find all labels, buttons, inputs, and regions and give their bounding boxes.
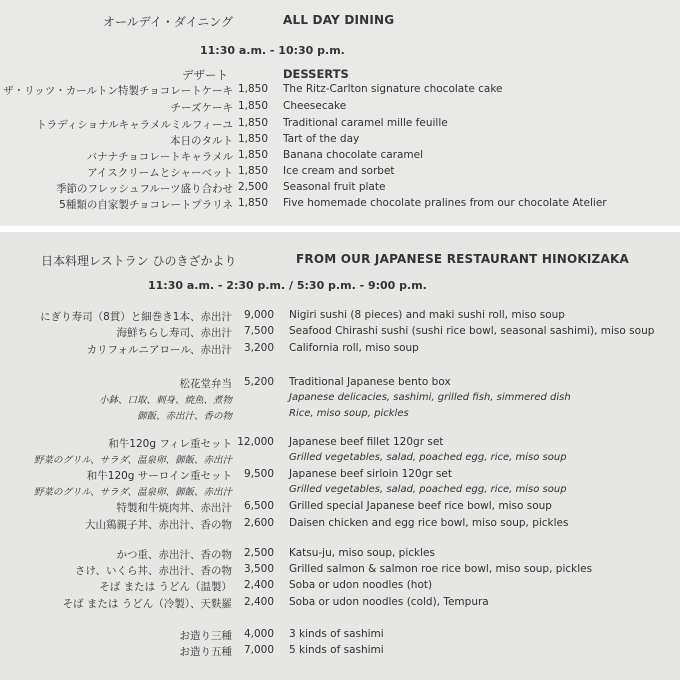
all-day-dining-panel — [0, 0, 680, 226]
menu-item-row — [0, 517, 680, 533]
menu-item-row — [0, 133, 680, 149]
menu-item-row — [0, 596, 680, 612]
menu-item-name-ja: トラディショナルキャラメルミルフィーユ — [36, 119, 233, 131]
menu-item-name-ja: さけ、いくら丼、赤出汁、香の物 — [74, 565, 232, 577]
menu-item-name-en: Japanese beef fillet 120gr set — [289, 436, 444, 448]
menu-item-name-ja: カリフォルニアロール、赤出汁 — [86, 344, 232, 356]
menu-item-name-ja: にぎり寿司（8貫）と細巻き1本、赤出汁 — [40, 311, 232, 323]
menu-item-name-en: Five homemade chocolate pralines from our chocolate Atelier — [283, 197, 607, 209]
menu-item-price: 5,200 — [243, 376, 274, 388]
menu-item-name-ja: 季節のフレッシュフルーツ盛り合わせ — [56, 183, 233, 195]
menu-item-row — [0, 563, 680, 579]
menu-item-price: 1,850 — [237, 165, 268, 177]
menu-item-name-ja: 野菜のグリル、サラダ、温泉卵、御飯、赤出汁 — [33, 487, 232, 498]
menu-item-row — [0, 579, 680, 595]
menu-item-row — [0, 484, 680, 500]
menu-item-name-en: Tart of the day — [283, 133, 360, 145]
menu-item-name-ja: バナナチョコレートキャラメル — [86, 151, 233, 163]
menu-item-price: 1,850 — [237, 83, 268, 95]
menu-item-price: 9,000 — [243, 309, 274, 321]
japanese-restaurant-panel — [0, 232, 680, 680]
menu-item-name-en: Ice cream and sorbet — [283, 165, 395, 177]
menu-item-name-en: Grilled special Japanese beef rice bowl, miso soup — [289, 500, 552, 512]
menu-item-row — [0, 83, 680, 99]
menu-item-row — [0, 392, 680, 408]
menu-item-price: 2,400 — [243, 596, 274, 608]
menu-item-row — [0, 436, 680, 452]
menu-item-price: 7,000 — [243, 644, 274, 656]
menu-item-price: 2,400 — [243, 579, 274, 591]
menu-item-name-en: Soba or udon noodles (hot) — [289, 579, 433, 591]
menu-item-row — [0, 342, 680, 358]
menu-item-row — [0, 100, 680, 116]
menu-item-name-ja: お造り三種 — [179, 630, 232, 642]
menu-item-price: 1,850 — [237, 100, 268, 112]
menu-item-price: 2,500 — [243, 547, 274, 559]
menu-item-name-en: Cheesecake — [283, 100, 347, 112]
menu-item-name-en: Banana chocolate caramel — [283, 149, 424, 161]
menu-item-name-en: California roll, miso soup — [289, 342, 419, 354]
menu-item-name-ja: 小鉢、口取、刺身、焼魚、煮物 — [98, 395, 232, 406]
menu-item-price: 1,850 — [237, 133, 268, 145]
menu-item-name-ja: お造り五種 — [179, 646, 232, 658]
menu-item-name-en: The Ritz-Carlton signature chocolate cake — [283, 83, 503, 95]
menu-item-row — [0, 181, 680, 197]
menu-item-price: 7,500 — [243, 325, 274, 337]
menu-item-row — [0, 149, 680, 165]
all-day-dining-title-ja: オールデイ・ダイニング — [103, 15, 233, 29]
menu-item-row — [0, 644, 680, 660]
menu-item-name-en: Nigiri sushi (8 pieces) and maki sushi roll, miso soup — [289, 309, 565, 321]
menu-item-name-en: Grilled salmon & salmon roe rice bowl, miso soup, pickles — [289, 563, 593, 575]
menu-item-name-en: Soba or udon noodles (cold), Tempura — [289, 596, 489, 608]
menu-item-name-ja: ザ・リッツ・カールトン特製チョコレートケーキ — [3, 85, 233, 97]
menu-item-name-en: Rice, miso soup, pickles — [289, 408, 409, 419]
menu-item-name-ja: そば または うどん（冷製）、天麩羅 — [62, 598, 232, 610]
menu-item-name-ja: 特製和牛焼肉丼、赤出汁 — [116, 502, 232, 514]
menu-item-name-en: Traditional Japanese bento box — [289, 376, 451, 388]
menu-item-price: 3,500 — [243, 563, 274, 575]
menu-item-name-en: Daisen chicken and egg rice bowl, miso soup, pickles — [289, 517, 569, 529]
menu-item-price: 1,850 — [237, 117, 268, 129]
menu-item-name-ja: チーズケーキ — [170, 102, 233, 114]
all-day-dining-title-en: ALL DAY DINING — [283, 13, 395, 27]
menu-item-price: 1,850 — [237, 149, 268, 161]
menu-item-name-en: Seasonal fruit plate — [283, 181, 386, 193]
menu-item-name-ja: 野菜のグリル、サラダ、温泉卵、御飯、赤出汁 — [33, 455, 232, 466]
menu-item-name-ja: 海鮮ちらし寿司、赤出汁 — [116, 327, 232, 339]
menu-item-name-en: 5 kinds of sashimi — [289, 644, 384, 656]
menu-item-row — [0, 628, 680, 644]
all-day-dining-hours: 11:30 a.m. - 10:30 p.m. — [200, 44, 345, 57]
menu-item-name-ja: 松花堂弁当 — [179, 378, 232, 390]
menu-item-name-ja: アイスクリームとシャーベット — [87, 167, 233, 179]
menu-item-price: 9,500 — [243, 468, 274, 480]
menu-item-name-ja: かつ重、赤出汁、香の物 — [116, 549, 232, 561]
menu-item-row — [0, 376, 680, 392]
japanese-restaurant-title-ja: 日本料理レストラン ひのきざかより — [41, 254, 237, 268]
menu-item-name-ja: 大山鶏親子丼、赤出汁、香の物 — [85, 519, 232, 531]
menu-item-name-ja: 和牛120g フィレ重セット — [108, 438, 232, 450]
menu-item-row — [0, 408, 680, 424]
menu-item-name-en: Japanese delicacies, sashimi, grilled fish, simmered dish — [289, 392, 571, 403]
menu-item-row — [0, 500, 680, 516]
menu-item-row — [0, 165, 680, 181]
menu-item-price: 6,500 — [243, 500, 274, 512]
menu-item-name-ja: 御飯、赤出汁、香の物 — [136, 411, 232, 422]
menu-item-price: 1,850 — [237, 197, 268, 209]
menu-item-row — [0, 117, 680, 133]
menu-item-name-en: 3 kinds of sashimi — [289, 628, 384, 640]
menu-item-price: 3,200 — [243, 342, 274, 354]
menu-item-name-ja: 本日のタルト — [170, 135, 233, 147]
japanese-restaurant-hours: 11:30 a.m. - 2:30 p.m. / 5:30 p.m. - 9:00 p.m. — [148, 279, 427, 292]
menu-item-row — [0, 197, 680, 213]
menu-item-price: 2,500 — [237, 181, 268, 193]
menu-item-row — [0, 452, 680, 468]
desserts-section-title-en: DESSERTS — [283, 67, 349, 81]
menu-item-row — [0, 468, 680, 484]
menu-item-price: 2,600 — [243, 517, 274, 529]
japanese-restaurant-title-en: FROM OUR JAPANESE RESTAURANT HINOKIZAKA — [296, 252, 629, 266]
menu-item-name-en: Seafood Chirashi sushi (sushi rice bowl, seasonal sashimi), miso soup — [289, 325, 655, 337]
menu-item-name-ja: そば または うどん（温製） — [99, 581, 232, 593]
menu-item-price: 4,000 — [243, 628, 274, 640]
menu-item-price: 12,000 — [237, 436, 274, 448]
menu-item-name-ja: 5種類の自家製チョコレートプラリネ — [59, 199, 233, 211]
menu-item-row — [0, 309, 680, 325]
menu-item-name-en: Traditional caramel mille feuille — [283, 117, 448, 129]
menu-item-name-en: Grilled vegetables, salad, poached egg, rice, miso soup — [289, 484, 567, 495]
menu-item-name-en: Japanese beef sirloin 120gr set — [289, 468, 452, 480]
menu-item-name-en: Katsu-ju, miso soup, pickles — [289, 547, 435, 559]
menu-item-name-en: Grilled vegetables, salad, poached egg, rice, miso soup — [289, 452, 567, 463]
menu-item-row — [0, 547, 680, 563]
desserts-section-title-ja: デザート — [182, 68, 228, 82]
menu-item-name-ja: 和牛120g サーロイン重セット — [86, 470, 232, 482]
menu-item-row — [0, 325, 680, 341]
